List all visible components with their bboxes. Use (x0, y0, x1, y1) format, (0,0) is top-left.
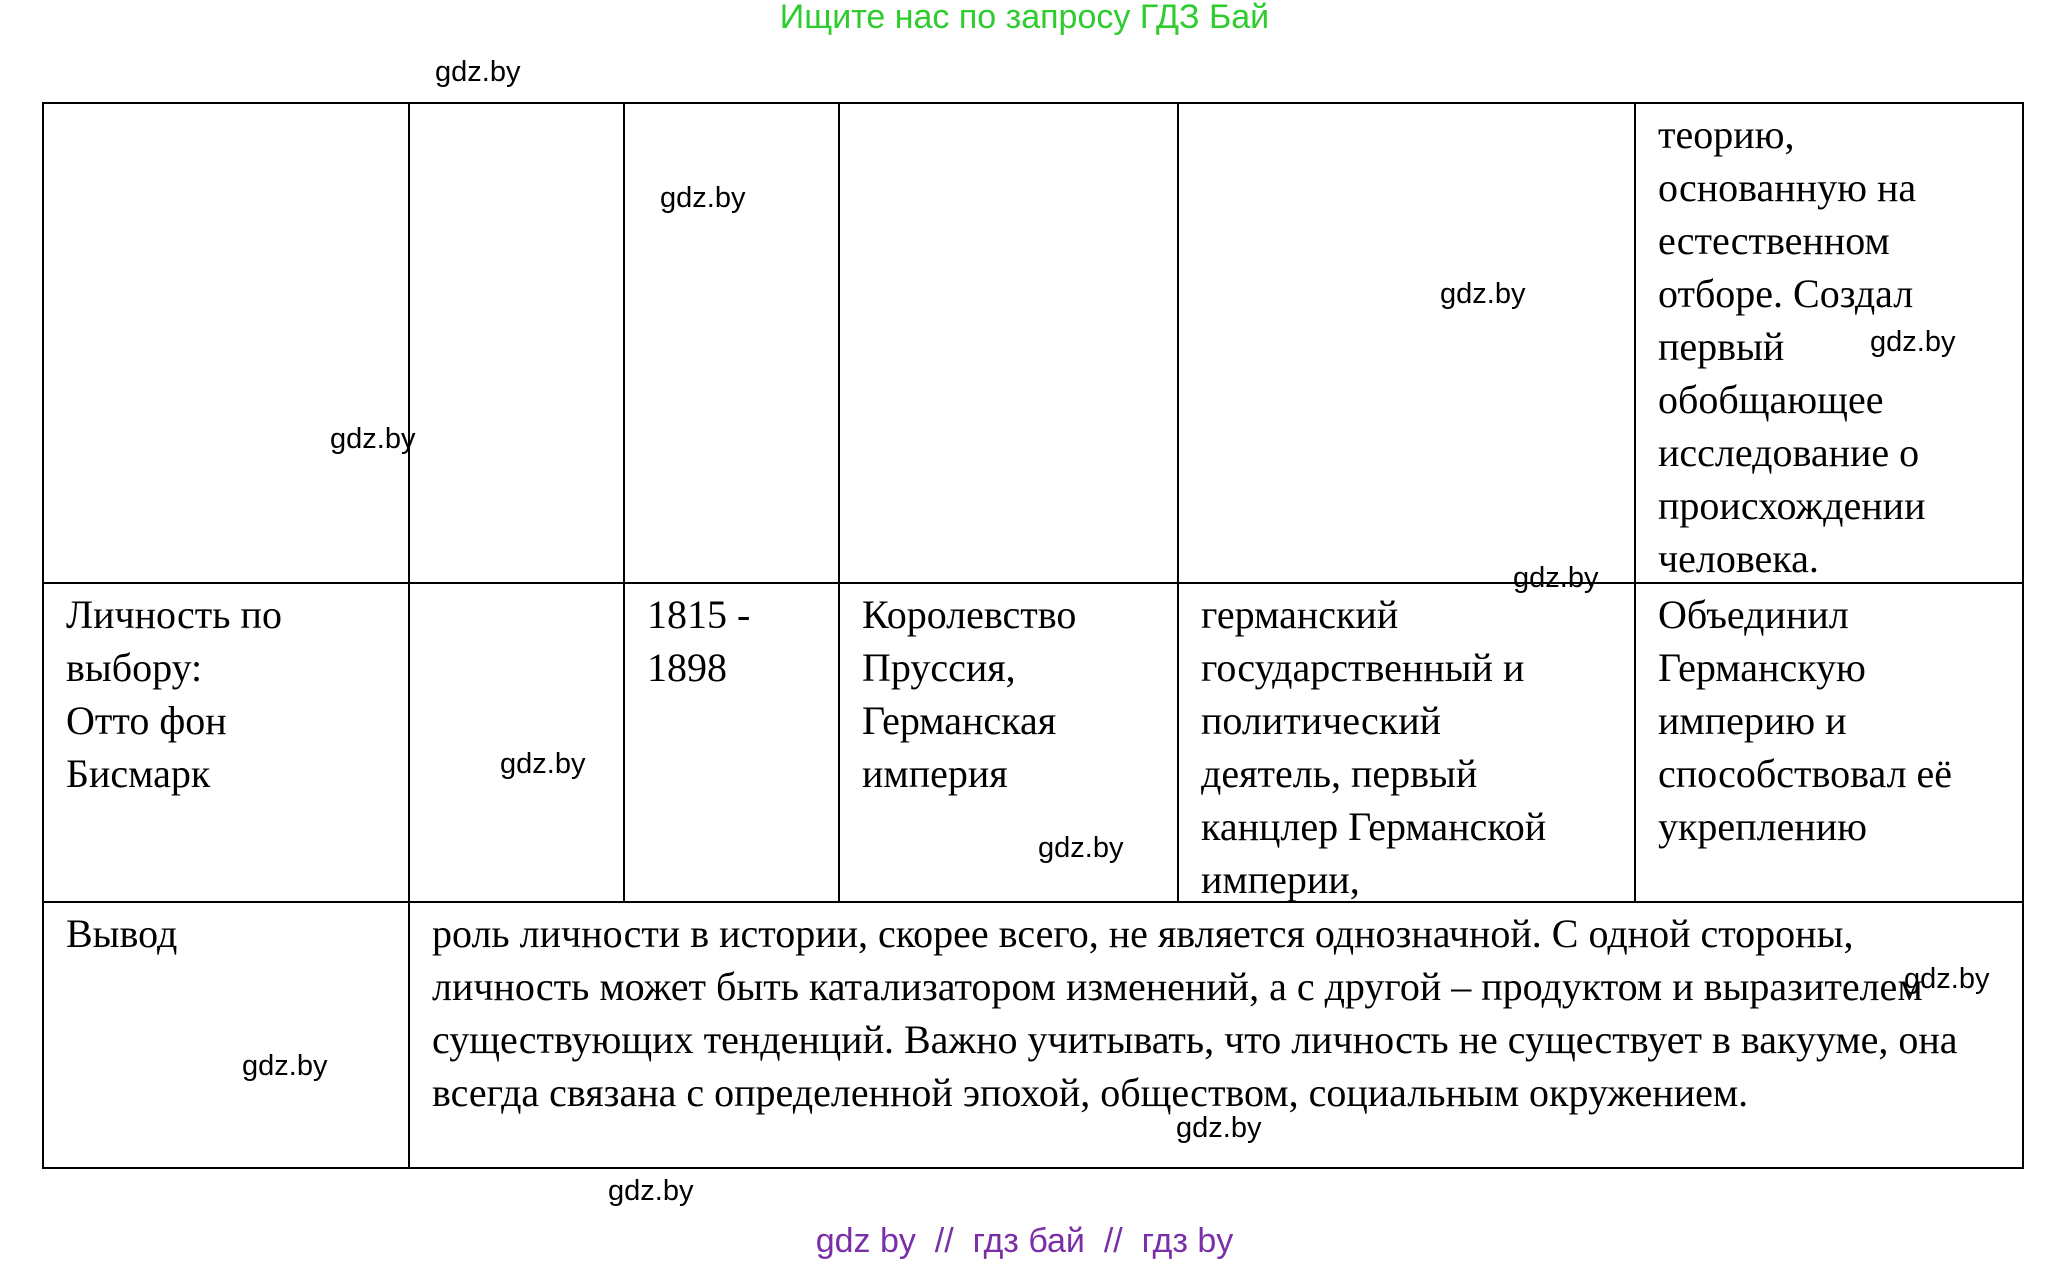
footer-links[interactable]: gdz by // гдз бай // гдз by (815, 1222, 1234, 1260)
conclusion-text: роль личности в истории, скорее всего, не является однозначной. С одной стороны, личность может быть катализатором изменений, а с другой – продуктом и выразителем существующих тенденций. Важно учитывать, что личность не существует в вакууме, она всегда связана с определенной эпохой, обществом, социальным окружением. (408, 901, 2024, 1169)
watermark: gdz.by (1513, 562, 1599, 594)
watermark: gdz.by (1440, 278, 1526, 310)
watermark: gdz.by (242, 1050, 328, 1082)
r1-c5 (1177, 102, 1636, 584)
r2-description: германский государственный и политический деятель, первый канцлер Германской империи, (1177, 582, 1636, 903)
conclusion-label: Вывод (42, 901, 410, 1169)
watermark: gdz.by (1870, 326, 1956, 358)
r2-person: Личность по выбору: Отто фон Бисмарк (42, 582, 410, 903)
r2-years: 1815 - 1898 (623, 582, 840, 903)
watermark: gdz.by (500, 748, 586, 780)
r2-c2 (408, 582, 625, 903)
watermark: gdz.by (608, 1175, 694, 1207)
watermark: gdz.by (660, 182, 746, 214)
r2-country: Королевство Пруссия, Германская империя (838, 582, 1179, 903)
r1-c4 (838, 102, 1179, 584)
r2-contribution: Объединил Германскую империю и способствовал её укреплению (1634, 582, 2024, 903)
r1-c2 (408, 102, 625, 584)
watermark: gdz.by (1038, 832, 1124, 864)
watermark: gdz.by (1176, 1112, 1262, 1144)
r1-c1 (42, 102, 410, 584)
search-hint-banner: Ищите нас по запросу ГДЗ Бай (779, 0, 1270, 36)
r1-c6: теорию, основанную на естественном отборе. Создал первый обобщающее исследование о происхождении человека. (1634, 102, 2024, 584)
watermark: gdz.by (330, 423, 416, 455)
r1-c3 (623, 102, 840, 584)
watermark: gdz.by (435, 56, 521, 88)
watermark: gdz.by (1904, 963, 1990, 995)
